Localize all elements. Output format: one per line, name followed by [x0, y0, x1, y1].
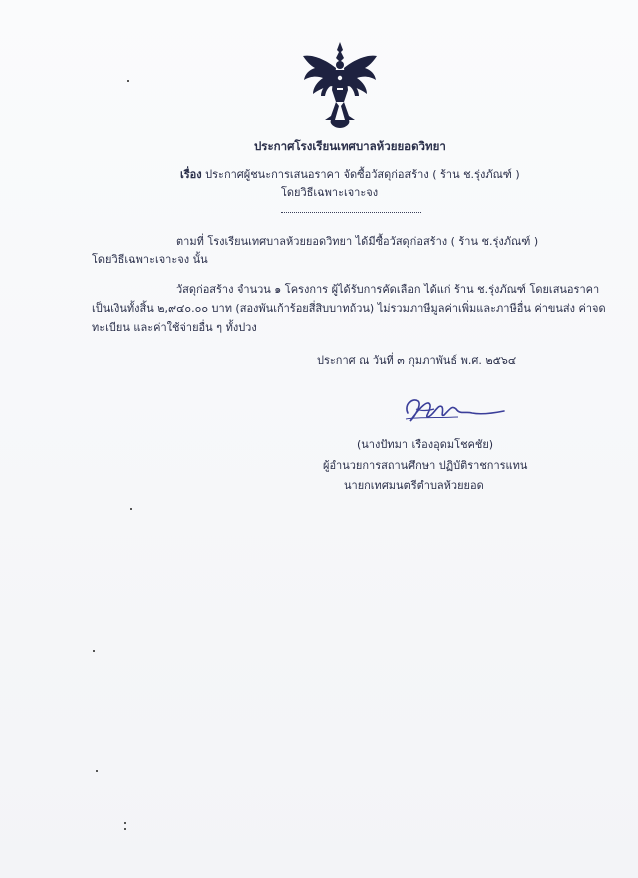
paragraph-2-line-2: เป็นเงินทั้งสิ้น ๒,๙๔๐.๐๐ บาท (สองพันเก้าร้อยสี่สิบบาทถ้วน) ไม่รวมภาษีมูลค่าเพิ่มและภาษีอื่น ค่าขนส่ง ค่าจด — [92, 302, 606, 315]
paragraph-1-line-2: โดยวิธีเฉพาะเจาะจง นั้น — [92, 253, 208, 266]
paragraph-2-line-1: วัสดุก่อสร้าง จำนวน ๑ โครงการ ผู้ได้รับการคัดเลือก ได้แก่ ร้าน ช.รุ่งภัณฑ์ โดยเสนอราคา — [176, 283, 600, 296]
procurement-method: โดยวิธีเฉพาะเจาะจง — [281, 186, 379, 199]
subject-text: ประกาศผู้ชนะการเสนอราคา จัดซื้อวัสดุก่อสร้าง ( ร้าน ช.รุ่งภัณฑ์ ) — [205, 168, 520, 181]
announcement-date: ประกาศ ณ วันที่ ๓ กุมภาพันธ์ พ.ศ. ๒๕๖๔ — [317, 354, 517, 367]
paragraph-1-line-1: ตามที่ โรงเรียนเทศบาลห้วยยอดวิทยา ได้มีซื้อวัสดุก่อสร้าง ( ร้าน ช.รุ่งภัณฑ์ ) — [176, 235, 539, 248]
dotted-divider — [281, 212, 421, 213]
subject-line — [180, 168, 520, 182]
signatory-position-1: ผู้อำนวยการสถานศึกษา ปฏิบัติราชการแทน — [323, 459, 528, 472]
scan-speck — [93, 650, 95, 652]
subject-label: เรื่อง — [180, 168, 202, 181]
signatory-name: (นางปัทมา เรืองอุดมโชคชัย) — [357, 438, 494, 451]
scan-speck — [124, 828, 126, 830]
signatory-position-2: นายกเทศมนตรีตำบลห้วยยอด — [344, 479, 484, 492]
signature-image — [398, 393, 508, 427]
scan-speck — [130, 508, 132, 510]
scan-speck — [96, 770, 98, 772]
garuda-emblem-icon — [301, 40, 379, 130]
scan-speck — [124, 822, 126, 824]
scan-speck — [127, 80, 129, 82]
announcement-title: ประกาศโรงเรียนเทศบาลห้วยยอดวิทยา — [254, 139, 446, 153]
paragraph-2-line-3: ทะเบียน และค่าใช้จ่ายอื่น ๆ ทั้งปวง — [92, 321, 257, 334]
